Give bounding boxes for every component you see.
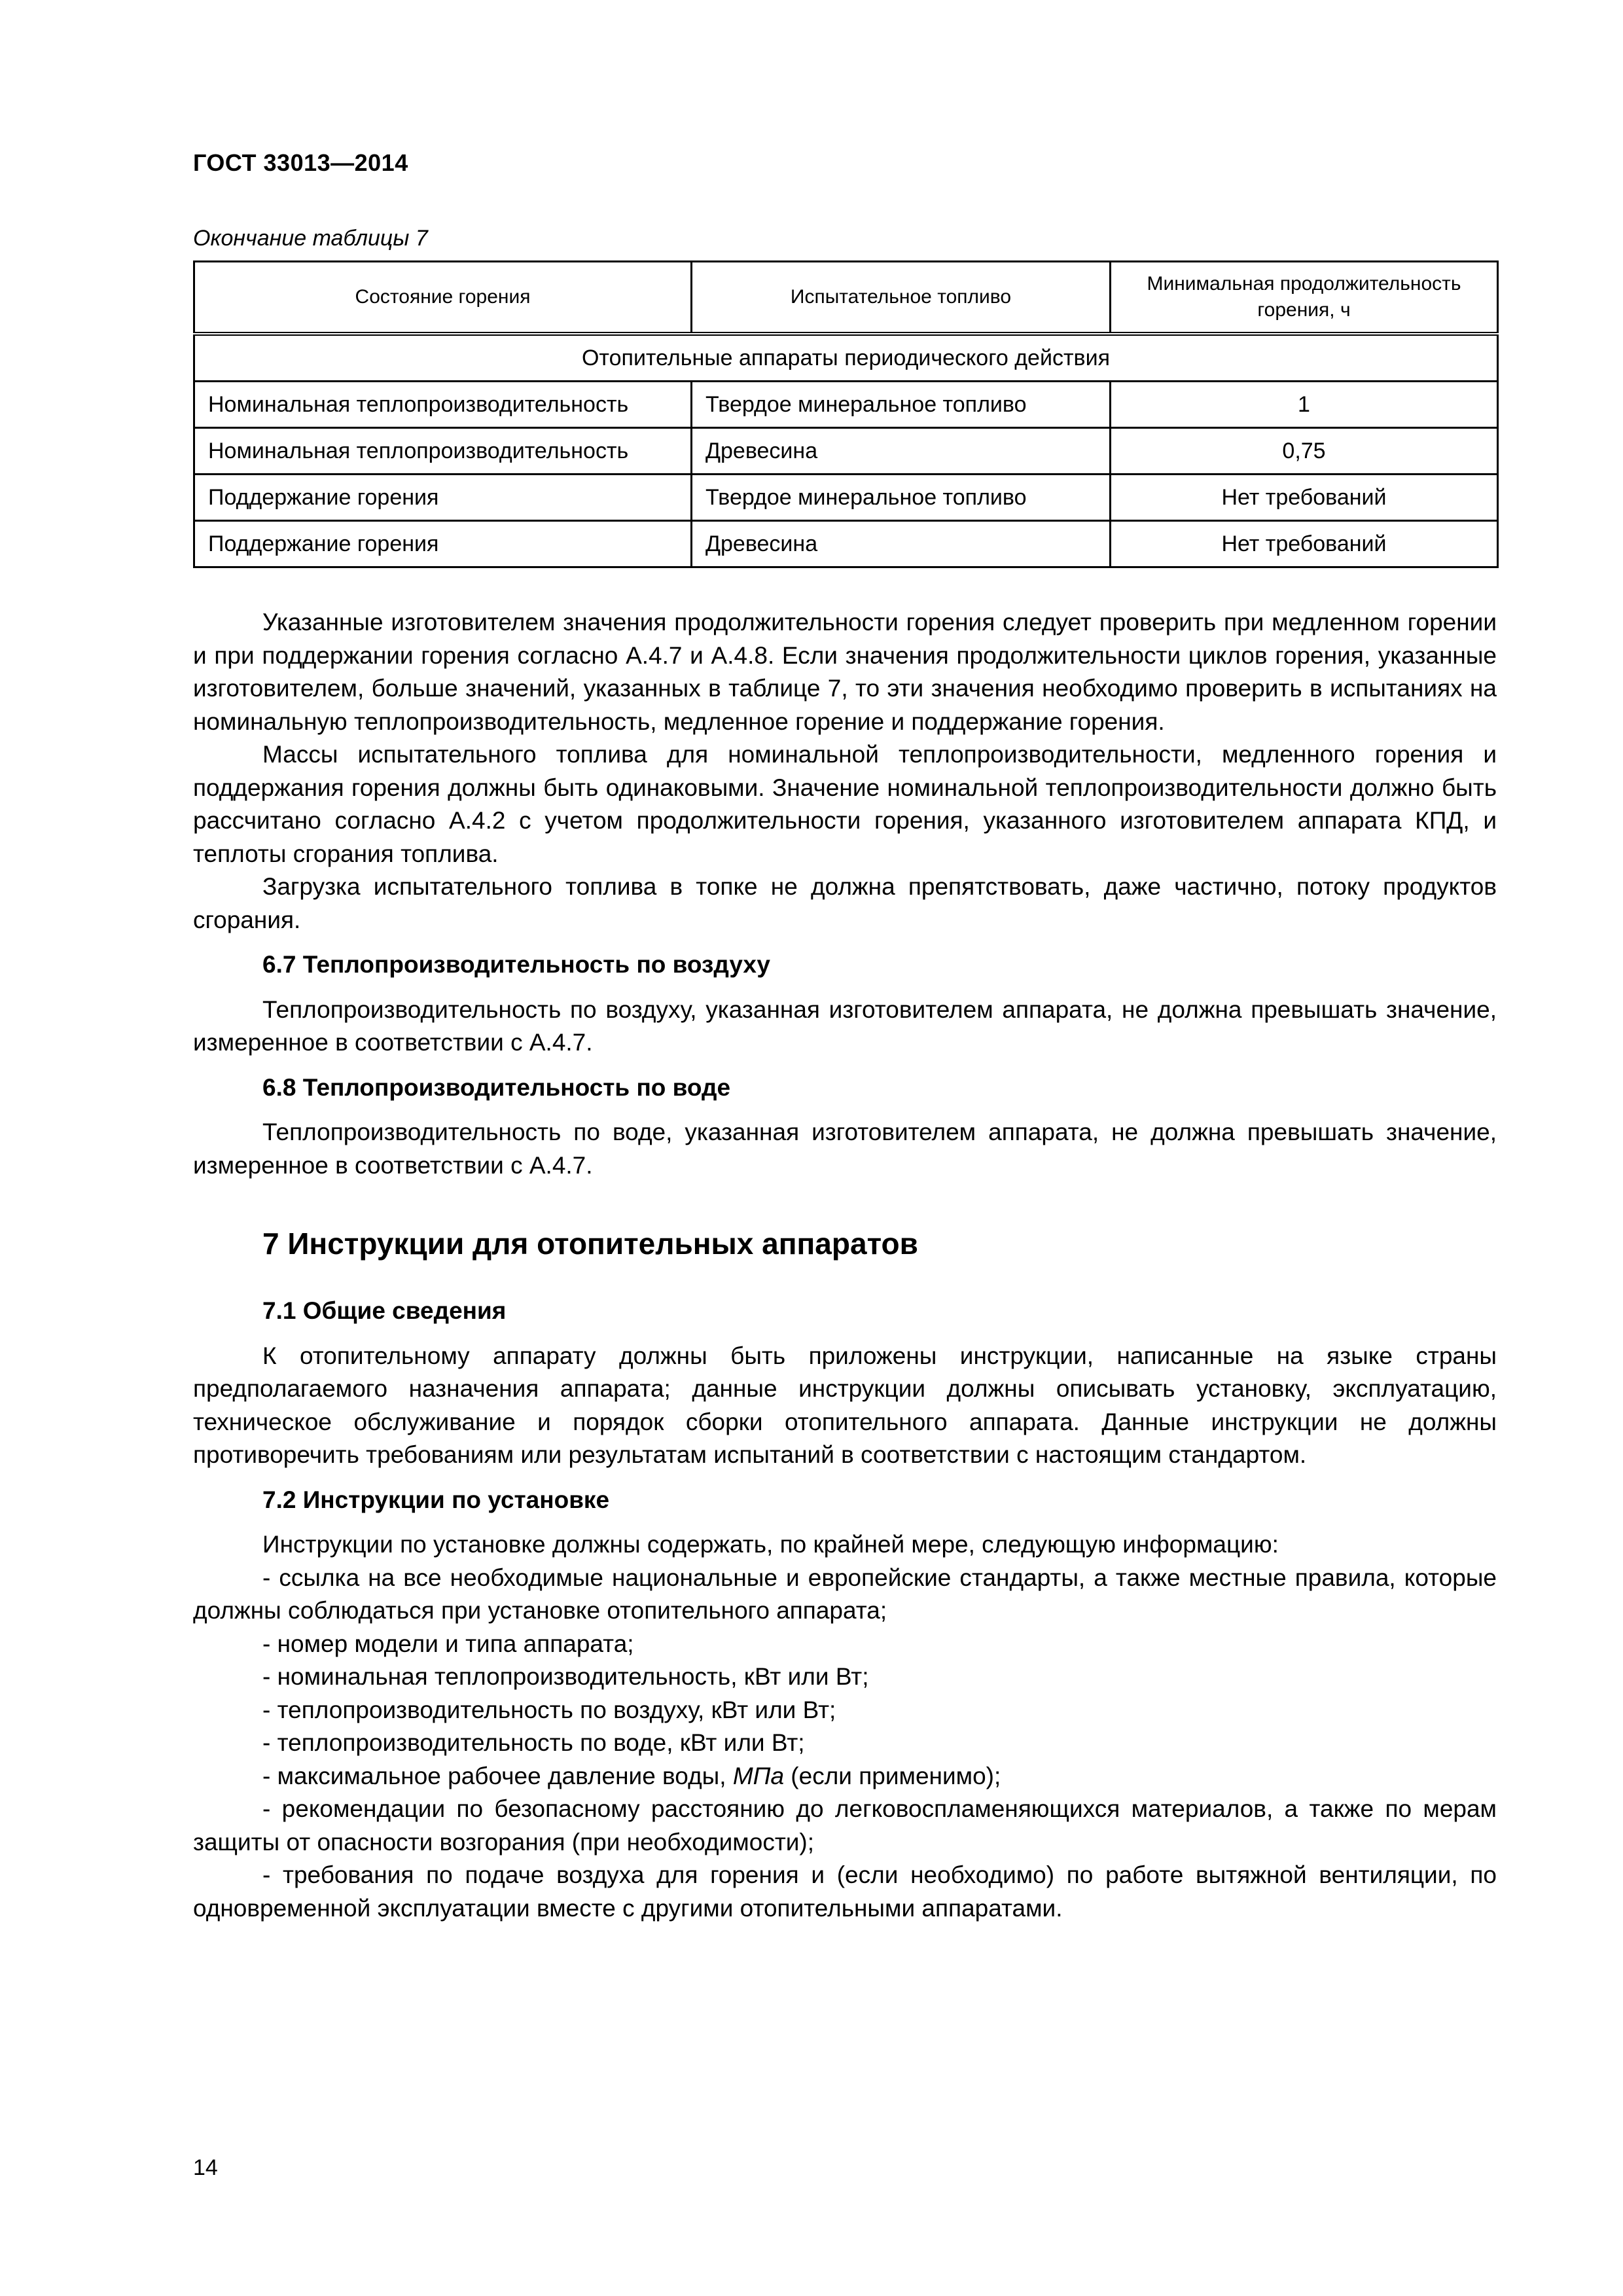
- table-cell: Номинальная теплопроизводительность: [194, 382, 692, 428]
- table-row: [194, 382, 1498, 428]
- column-header: Испытательное топливо: [692, 262, 1111, 334]
- table-cell: Нет требований: [1111, 475, 1498, 521]
- list-item: - рекомендации по безопасному расстоянию до легковоспламеняющихся материалов, а также по мерам защиты от опасности возгорания (при необходимости);: [193, 1795, 1497, 1856]
- list-item-text: (если применимо);: [784, 1762, 1001, 1789]
- paragraph: Инструкции по установке должны содержать, по крайней мере, следующую информацию:: [262, 1531, 1279, 1558]
- document-body: [193, 606, 1497, 1925]
- paragraph: Теплопроизводительность по воде, указанная изготовителем аппарата, не должна превышать значение, измеренное в соответствии с А.4.7.: [193, 1119, 1497, 1179]
- table-cell: Древесина: [692, 428, 1111, 475]
- list-item: - теплопроизводительность по воздуху, кВт или Вт;: [262, 1696, 836, 1723]
- subsection-heading: 7.1 Общие сведения: [262, 1297, 507, 1324]
- page-number: 14: [193, 2155, 218, 2180]
- table-row: [194, 521, 1498, 567]
- table-cell: Поддержание горения: [194, 521, 692, 567]
- column-header: Минимальная продолжительность горения, ч: [1111, 262, 1498, 334]
- column-header: Состояние горения: [194, 262, 692, 334]
- paragraph: Массы испытательного топлива для номинальной теплопроизводительности, медленного горения и поддержания горения должны быть одинаковыми. Значение номинальной теплопроизводительности должно быть рассчитано согласно А.4.2 с учетом продолжительности горения, указанного изготовителем аппарата КПД, и теплоты сгорания топлива.: [193, 741, 1497, 867]
- list-item: - номер модели и типа аппарата;: [262, 1630, 634, 1657]
- table-cell: Твердое минеральное топливо: [692, 475, 1111, 521]
- paragraph: К отопительному аппарату должны быть приложены инструкции, написанные на языке страны предполагаемого назначения аппарата; данные инструкции должны описывать установку, эксплуатацию, техническое обслуживание и порядок сборки отопительного аппарата. Данные инструкции не должны противоречить требованиям или результатам испытаний в соответствии с настоящим стандартом.: [193, 1342, 1497, 1468]
- table-cell: Нет требований: [1111, 521, 1498, 567]
- subsection-heading: 6.8 Теплопроизводительность по воде: [262, 1073, 731, 1101]
- list-item: - ссылка на все необходимые национальные и европейские стандарты, а также местные правила, которые должны соблюдаться при установке отопительного аппарата;: [193, 1564, 1497, 1624]
- table-cell: Древесина: [692, 521, 1111, 567]
- list-item-text: - максимальное рабочее давление воды,: [262, 1762, 733, 1789]
- table-cell: 1: [1111, 382, 1498, 428]
- paragraph: Указанные изготовителем значения продолжительности горения следует проверить при медленном горении и при поддержании горения согласно А.4.7 и А.4.8. Если значения продолжительности циклов горения, указанные изготовителем, больше значений, указанных в таблице 7, то эти значения необходимо проверить в испытаниях на номинальную теплопроизводительность, медленное горение и поддержание горения.: [193, 609, 1497, 735]
- table-caption: Окончание таблицы 7: [193, 226, 428, 251]
- subsection-heading: 6.7 Теплопроизводительность по воздуху: [262, 951, 771, 978]
- paragraph: Теплопроизводительность по воздуху, указанная изготовителем аппарата, не должна превышать значение, измеренное в соответствии с А.4.7.: [193, 996, 1497, 1056]
- table-cell: Твердое минеральное топливо: [692, 382, 1111, 428]
- table-cell: Номинальная теплопроизводительность: [194, 428, 692, 475]
- table-header-row: [194, 262, 1498, 334]
- table-group-row: [194, 334, 1498, 382]
- list-item: - теплопроизводительность по воде, кВт или Вт;: [262, 1729, 805, 1756]
- table-cell: Поддержание горения: [194, 475, 692, 521]
- unit-text: МПа: [732, 1762, 785, 1789]
- table-cell: 0,75: [1111, 428, 1498, 475]
- list-item: - номинальная теплопроизводительность, кВт или Вт;: [262, 1663, 869, 1690]
- list-item: [193, 1760, 1497, 1793]
- table-row: [194, 475, 1498, 521]
- subsection-heading: 7.2 Инструкции по установке: [262, 1486, 610, 1513]
- list-item: - требования по подаче воздуха для горения и (если необходимо) по работе вытяжной вентиляции, по одновременной эксплуатации вместе с другими отопительными аппаратами.: [193, 1861, 1497, 1922]
- burning-duration-table: [193, 260, 1499, 568]
- table-group-label: Отопительные аппараты периодического действия: [194, 334, 1498, 382]
- section-heading: 7 Инструкции для отопительных аппаратов: [262, 1227, 918, 1261]
- table-row: [194, 428, 1498, 475]
- document-header: ГОСТ 33013—2014: [193, 149, 408, 176]
- paragraph: Загрузка испытательного топлива в топке не должна препятствовать, даже частично, потоку продуктов сгорания.: [193, 873, 1497, 933]
